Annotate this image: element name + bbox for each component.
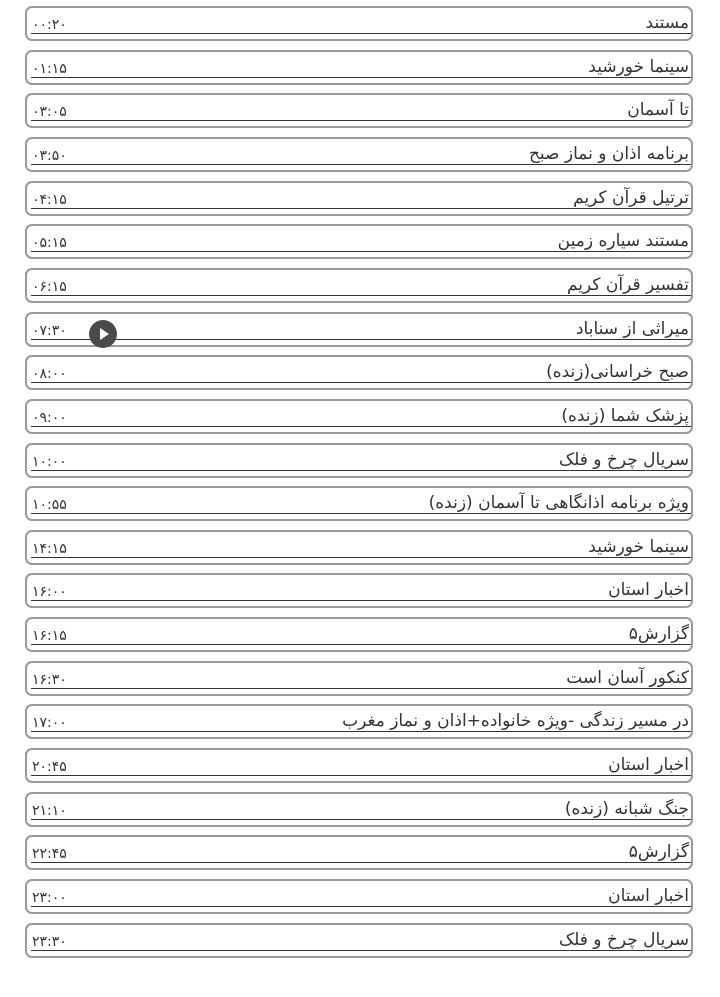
program-title: اخبار استان (608, 580, 689, 601)
program-title: گزارش۵ (628, 842, 689, 863)
program-title: تا آسمان (627, 100, 689, 121)
program-title: مستند سیاره زمین (557, 231, 689, 252)
program-time: ۲۰:۴۵ (32, 759, 67, 775)
program-time: ۱۶:۰۰ (32, 584, 67, 601)
program-title: میراثی از سناباد (575, 318, 689, 339)
program-time: ۰۶:۱۵ (32, 278, 67, 295)
row-underline (31, 557, 691, 558)
schedule-row[interactable] (25, 792, 693, 827)
row-underline (31, 862, 691, 863)
program-title: ویژه برنامه اذانگاهی تا آسمان (زنده) (428, 493, 689, 514)
row-underline (31, 688, 691, 689)
program-time: ۲۱:۱۰ (32, 802, 67, 819)
schedule-row[interactable] (25, 704, 693, 739)
program-time: ۰۳:۵۰ (32, 147, 67, 164)
row-underline (31, 513, 691, 514)
schedule-row[interactable] (25, 530, 693, 565)
program-title: صبح خراسانی(زنده) (546, 362, 689, 383)
program-title: جنگ شبانه (زنده) (564, 798, 689, 819)
row-underline (31, 731, 691, 732)
schedule-row[interactable] (25, 93, 693, 128)
program-title: مستند (645, 13, 689, 33)
program-time: ۰۸:۰۰ (32, 366, 67, 383)
program-time: ۰۵:۱۵ (32, 235, 67, 252)
row-underline (31, 295, 691, 296)
row-underline (31, 120, 691, 121)
program-time: ۰۷:۳۰ (32, 322, 67, 339)
program-title: اخبار استان (608, 755, 689, 775)
program-time: ۰۱:۱۵ (32, 60, 67, 77)
program-title: سریال چرخ و فلک (558, 449, 689, 470)
schedule-row[interactable] (25, 573, 693, 608)
program-time: ۱۴:۱۵ (32, 540, 67, 557)
program-title: برنامه اذان و نماز صبح (528, 143, 689, 164)
row-underline (31, 426, 691, 427)
schedule-row[interactable] (25, 312, 693, 347)
program-title: سینما خورشید (588, 56, 689, 77)
row-underline (31, 382, 691, 383)
program-time: ۰۹:۰۰ (32, 409, 67, 426)
schedule-row[interactable] (25, 224, 693, 259)
program-time: ۱۶:۱۵ (32, 628, 67, 645)
row-underline (31, 600, 691, 601)
program-time: ۰۳:۰۵ (32, 104, 67, 121)
schedule-row[interactable] (25, 399, 693, 434)
schedule-row[interactable] (25, 50, 693, 85)
row-underline (31, 33, 691, 34)
row-underline (31, 77, 691, 78)
program-time: ۰۴:۱۵ (32, 191, 67, 208)
schedule-row[interactable] (25, 355, 693, 390)
schedule-row[interactable] (25, 443, 693, 478)
program-time: ۱۰:۰۰ (32, 453, 67, 470)
program-title: گزارش۵ (628, 624, 689, 645)
program-title: تفسیر قرآن کریم (566, 274, 689, 295)
row-underline (31, 950, 691, 951)
schedule-row[interactable] (25, 661, 693, 696)
program-time: ۲۳:۰۰ (32, 890, 67, 906)
row-underline (31, 775, 691, 776)
program-time: ۰۰:۲۰ (32, 17, 67, 33)
schedule-row[interactable] (25, 486, 693, 521)
schedule-row[interactable] (25, 268, 693, 303)
program-time: ۲۳:۳۰ (32, 933, 67, 950)
program-title: کنکور آسان است (566, 667, 689, 688)
row-underline (31, 339, 691, 340)
schedule-row[interactable] (25, 835, 693, 870)
program-time: ۲۲:۴۵ (32, 846, 67, 863)
schedule-row[interactable] (25, 6, 693, 41)
program-time: ۱۰:۵۵ (32, 497, 67, 514)
row-underline (31, 906, 691, 907)
program-title: اخبار استان (608, 886, 689, 906)
row-underline (31, 251, 691, 252)
schedule-row[interactable] (25, 923, 693, 958)
program-title: پزشک شما (زنده) (561, 405, 689, 426)
program-title: در مسیر زندگی -ویژه خانواده+اذان و نماز مغرب (342, 711, 689, 732)
schedule-row[interactable] (25, 617, 693, 652)
row-underline (31, 470, 691, 471)
row-underline (31, 208, 691, 209)
program-time: ۱۶:۳۰ (32, 671, 67, 688)
schedule-row[interactable] (25, 879, 693, 914)
program-title: سریال چرخ و فلک (558, 929, 689, 950)
program-title: ترتیل قرآن کریم (573, 187, 689, 208)
row-underline (31, 819, 691, 820)
schedule-row[interactable] (25, 748, 693, 783)
program-title: سینما خورشید (588, 536, 689, 557)
schedule-row[interactable] (25, 181, 693, 216)
play-icon[interactable] (89, 320, 117, 348)
schedule-row[interactable] (25, 137, 693, 172)
program-time: ۱۷:۰۰ (32, 715, 67, 732)
row-underline (31, 644, 691, 645)
row-underline (31, 164, 691, 165)
